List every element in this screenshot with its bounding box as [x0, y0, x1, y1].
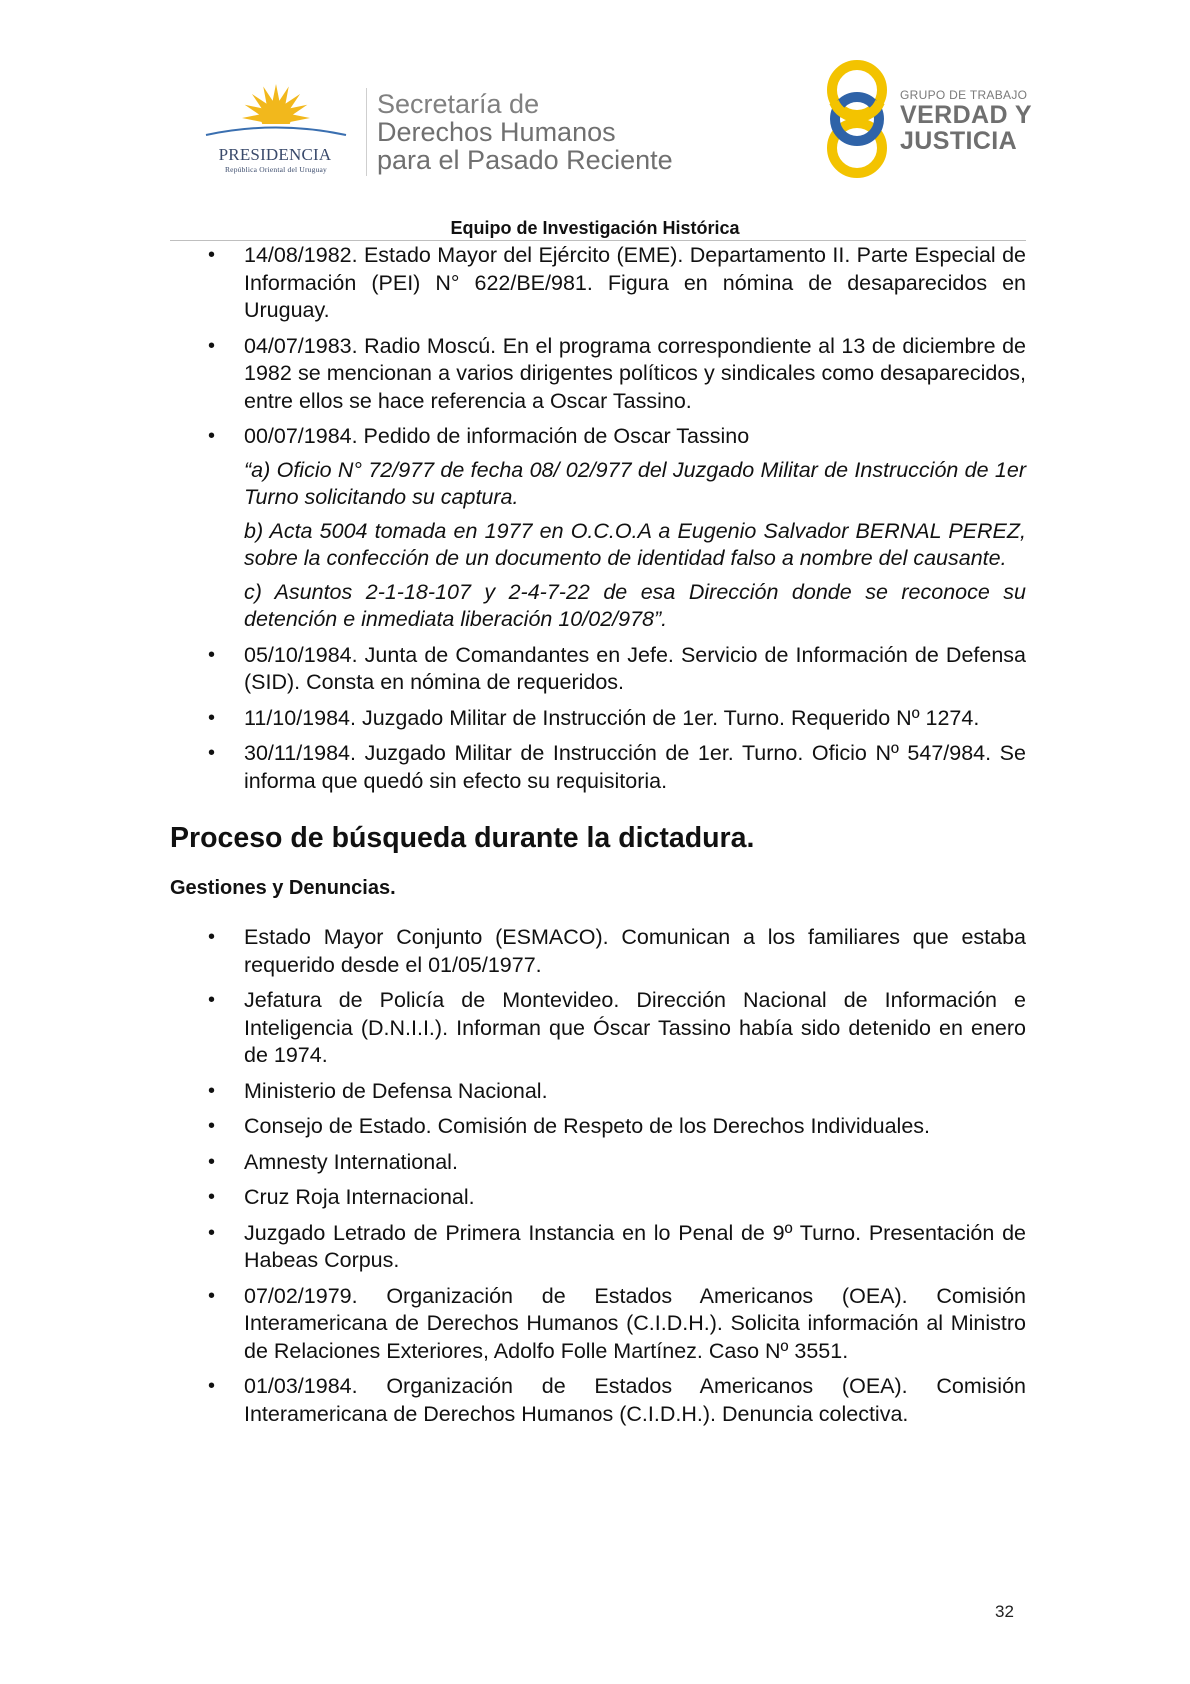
bullet-icon: • [208, 244, 216, 266]
list-item-text: 00/07/1984. Pedido de información de Oscar Tassino [244, 424, 750, 448]
list-item [170, 705, 1026, 733]
bullet-icon: • [208, 926, 216, 948]
bullet-icon: • [208, 1186, 216, 1208]
list-item-text: Consejo de Estado. Comisión de Respeto de los Derechos Individuales. [244, 1114, 931, 1138]
list-item-text: 11/10/1984. Juzgado Militar de Instrucción de 1er. Turno. Requerido Nº 1274. [244, 705, 980, 730]
page-number: 32 [995, 1602, 1014, 1621]
list-item-text: 04/07/1983. Radio Moscú. En el programa correspondiente al 13 de diciembre de 1982 se mencionan a varios dirigentes políticos y sindicales como desaparecidos, entre ellos se hace referencia a Oscar Tassino. [244, 333, 1026, 413]
quote-b: b) Acta 5004 tomada en 1977 en O.C.O.A a Eugenio Salvador BERNAL PEREZ, sobre la confección de un documento de identidad falso a nombre del causante. [244, 518, 1026, 570]
list-item [170, 1373, 1026, 1428]
quote-c: c) Asuntos 2-1-18-107 y 2-4-7-22 de esa Dirección donde se reconoce su detención e inmediata liberación 10/02/978”. [244, 579, 1026, 631]
verdad-justicia-text [900, 88, 1032, 154]
bullet-icon: • [208, 989, 216, 1011]
bullet-icon: • [208, 1221, 216, 1244]
list-item [170, 987, 1026, 1070]
secretaria-line3: para el Pasado Reciente [377, 145, 673, 175]
presidencia-sublabel: República Oriental del Uruguay [224, 165, 327, 174]
vj-line2: JUSTICIA [900, 127, 1018, 155]
event-list [170, 242, 1026, 795]
list-item [170, 1149, 1026, 1177]
list-item-text: Ministerio de Defensa Nacional. [244, 1078, 548, 1103]
list-item-text: Amnesty International. [244, 1149, 458, 1174]
list-item [170, 1113, 1026, 1141]
list-item [170, 423, 1026, 634]
list-item [170, 1078, 1026, 1106]
list-item [170, 740, 1026, 795]
secretaria-line1: Secretaría de [377, 89, 540, 119]
sub-title: Gestiones y Denuncias. [170, 877, 396, 899]
verdad-justicia-rings-logo [822, 56, 892, 181]
section-title: Proceso de búsqueda durante la dictadura. [170, 822, 755, 854]
header-divider [366, 88, 367, 176]
header-rule [170, 240, 1026, 241]
list-item [170, 642, 1026, 697]
list-item-text: Cruz Roja Internacional. [244, 1185, 475, 1209]
list-item [170, 1283, 1026, 1366]
page-header [0, 0, 1190, 240]
list-item-text: 30/11/1984. Juzgado Militar de Instrucción de 1er. Turno. Oficio Nº 547/984. Se informa que quedó sin efecto su requisitoria. [244, 741, 1026, 793]
list-item-text: 07/02/1979. Organización de Estados Americanos (OEA). Comisión Interamericana de Derechos Humanos (C.I.D.H.). Solicita información al Ministro de Relaciones Exteriores, Adolfo Folle Martínez. Caso Nº 3551. [244, 1283, 1026, 1363]
list-item-text: Juzgado Letrado de Primera Instancia en lo Penal de 9º Turno. Presentación de Habeas Corpus. [244, 1220, 1026, 1272]
bullet-icon: • [208, 1284, 216, 1307]
bullet-icon: • [208, 1115, 216, 1137]
list-item-text: 01/03/1984. Organización de Estados Americanos (OEA). Comisión Interamericana de Derechos Humanos (C.I.D.H.). Denuncia colectiva. [244, 1374, 1026, 1426]
list-item [170, 1184, 1026, 1212]
bullet-icon: • [208, 1079, 216, 1102]
quote-a: “a) Oficio N° 72/977 de fecha 08/ 02/977 del Juzgado Militar de Instrucción de 1er Turno solicitando su captura. [244, 457, 1026, 509]
team-heading: Equipo de Investigación Histórica [450, 218, 740, 238]
secretaria-logo-text [377, 90, 673, 174]
bullet-icon: • [208, 334, 216, 357]
vj-line1: VERDAD Y [900, 101, 1032, 129]
presidencia-label: PRESIDENCIA [218, 145, 332, 164]
list-item [170, 924, 1026, 979]
list-item-text: Estado Mayor Conjunto (ESMACO). Comunican a los familiares que estaba requerido desde el 01/05/1977. [244, 925, 1026, 977]
vj-small-label: GRUPO DE TRABAJO [900, 88, 1028, 102]
list-item-text: 14/08/1982. Estado Mayor del Ejército (EME). Departamento II. Parte Especial de Información (PEI) N° 622/BE/981. Figura en nómina de desaparecidos en Uruguay. [244, 243, 1026, 322]
bullet-icon: • [208, 1150, 216, 1173]
list-item-text: Jefatura de Policía de Montevideo. Dirección Nacional de Información e Inteligencia (D.N.I.I.). Informan que Óscar Tassino había sido detenido en enero de 1974. [244, 988, 1026, 1067]
bullet-icon: • [208, 706, 216, 729]
bullet-icon: • [208, 643, 216, 666]
document-body [170, 242, 1026, 1436]
list-item [170, 333, 1026, 416]
bullet-icon: • [208, 425, 216, 447]
gestiones-list [170, 924, 1026, 1428]
secretaria-line2: Derechos Humanos [377, 117, 616, 147]
bullet-icon: • [208, 742, 216, 764]
list-item-text: 05/10/1984. Junta de Comandantes en Jefe. Servicio de Información de Defensa (SID). Consta en nómina de requeridos. [244, 642, 1026, 694]
bullet-icon: • [208, 1375, 216, 1397]
list-item [170, 242, 1026, 325]
list-item [170, 1220, 1026, 1275]
